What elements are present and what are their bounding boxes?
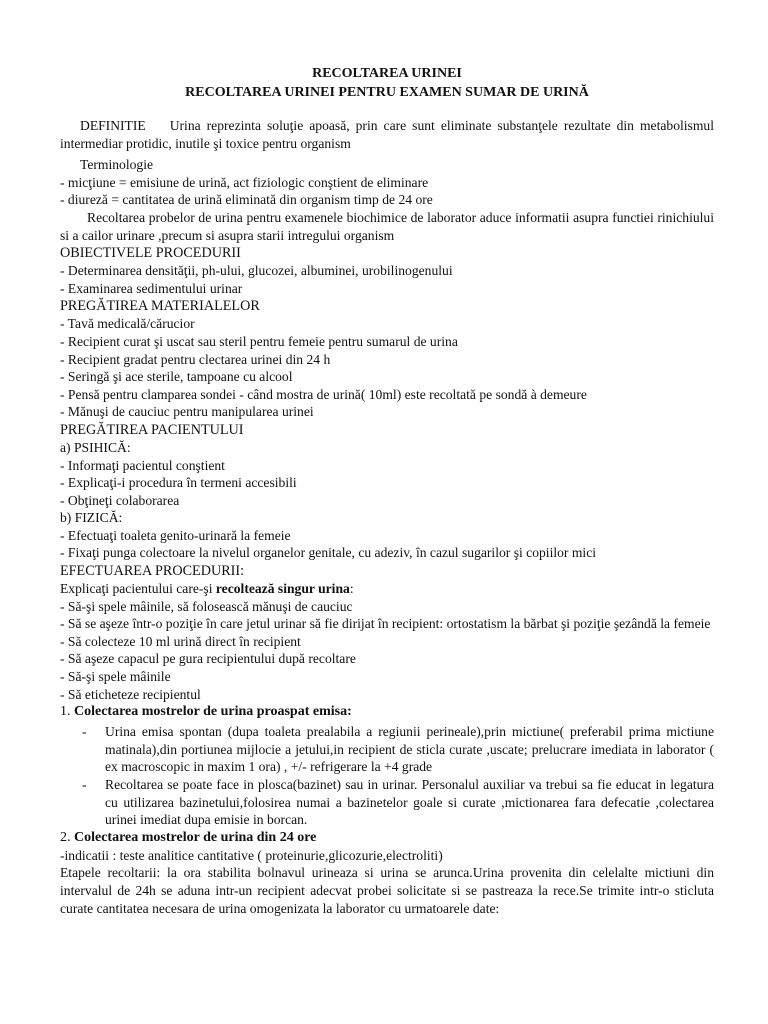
document-title: RECOLTAREA URINEI bbox=[312, 66, 462, 81]
objectives-item: - Determinarea densităţii, ph-ului, glucozei, albuminei, urobilinogenului bbox=[60, 263, 453, 279]
procedure-item: - Să-şi spele mâinile bbox=[60, 669, 171, 685]
psychic-item: - Obţineţi colaborarea bbox=[60, 492, 180, 508]
materials-item: - Recipient curat şi uscat sau steril pentru femeie pentru sumarul de urina bbox=[60, 333, 458, 349]
section-1-number: 1. bbox=[60, 704, 74, 720]
definition-text: Urina reprezinta soluţie apoasă, prin care sunt eliminate substanţele rezultate din metabolismul intermediar protidic, inutile şi toxice pentru organism bbox=[60, 118, 714, 151]
materials-item: - Recipient gradat pentru clectarea urinei din 24 h bbox=[60, 351, 331, 367]
procedure-intro-bold: recoltează singur urina bbox=[215, 581, 350, 597]
procedure-intro-text: Explicaţi pacientului care-şi bbox=[60, 581, 216, 597]
list-item bbox=[60, 776, 714, 829]
procedure-item: - Să eticheteze recipientul bbox=[60, 686, 201, 702]
physical-item: - Efectuaţi toaleta genito-urinară la femeie bbox=[60, 527, 291, 543]
spacer bbox=[60, 102, 714, 117]
list-item-text: Recoltarea se poate face in plosca(bazinet) sau in urinar. Personalul auxiliar va trebui sa fie educat in legatura cu utilizarea bazinetului,folosirea numai a bazinetelor goale si curate ,mictionarea fara defecatie ,colectarea urinei imediat dupa emisie in borcan. bbox=[105, 777, 714, 828]
physical-label: b) FIZICĂ: bbox=[60, 510, 123, 526]
procedure-intro bbox=[60, 580, 714, 598]
psychic-item: - Informaţi pacientul conştient bbox=[60, 457, 225, 473]
definition-paragraph bbox=[60, 117, 714, 152]
terminology-note: Recoltarea probelor de urina pentru examenele biochimice de laborator aduce informatii asupra functiei rinichiului si a cailor urinare ,precum si asupra starii intregului organism bbox=[60, 209, 714, 243]
materials-heading: PREGĂTIREA MATERIALELOR bbox=[60, 298, 260, 315]
terminology-label: Terminologie bbox=[80, 157, 154, 173]
psychic-label: a) PSIHICĂ: bbox=[60, 439, 131, 455]
procedure-item: - Să aşeze capacul pe gura recipientului după recoltare bbox=[60, 651, 356, 667]
procedure-item: - Să se aşeze într-o poziţie în care jetul urinar să fie dirijat în recipient: ortostatism la bărbat şi poziţie şezândă la femeie bbox=[60, 616, 711, 632]
procedure-item: - Să-şi spele mâinile, să folosească mănuşi de cauciuc bbox=[60, 598, 353, 614]
list-item bbox=[60, 723, 714, 776]
materials-item: - Tavă medicală/cărucior bbox=[60, 316, 195, 332]
physical-item: - Fixaţi punga colectoare la nivelul organelor genitale, cu adeziv, în cazul sugarilor şi copiilor mici bbox=[60, 545, 597, 561]
document-subtitle: RECOLTAREA URINEI PENTRU EXAMEN SUMAR DE URINĂ bbox=[185, 85, 589, 100]
dash-marker: - bbox=[82, 777, 87, 792]
section-2-indications: -indicatii : teste analitice cantitative ( proteinurie,glicozurie,electroliti) bbox=[60, 847, 443, 863]
objectives-item: - Examinarea sedimentului urinar bbox=[60, 280, 243, 296]
section-1-title: Colectarea mostrelor de urina proaspat emisa: bbox=[74, 704, 352, 720]
terminology-item: - micţiune = emisiune de urină, act fiziologic conştient de eliminare bbox=[60, 174, 429, 190]
section-2-heading bbox=[60, 829, 714, 847]
materials-item: - Seringă şi ace sterile, tampoane cu alcool bbox=[60, 369, 293, 385]
definition-label: DEFINITIE bbox=[80, 118, 146, 133]
procedure-intro-end: : bbox=[349, 581, 354, 597]
terminology-item: - diureză = cantitatea de urină eliminată din organism timp de 24 ore bbox=[60, 192, 433, 208]
patient-heading: PREGĂTIREA PACIENTULUI bbox=[60, 421, 244, 438]
psychic-item: - Explicaţi-i procedura în termeni accesibili bbox=[60, 475, 297, 491]
materials-item: - Pensă pentru clamparea sondei - când mostra de urină( 10ml) este recoltată pe sondă à demeure bbox=[60, 386, 587, 402]
procedure-heading: EFECTUAREA PROCEDURII: bbox=[60, 563, 245, 580]
objectives-heading: OBIECTIVELE PROCEDURII bbox=[60, 245, 241, 262]
dash-marker: - bbox=[82, 724, 87, 740]
section-2-number: 2. bbox=[60, 829, 74, 845]
section-1-heading bbox=[60, 703, 714, 721]
materials-item: - Mănuşi de cauciuc pentru manipularea urinei bbox=[60, 404, 314, 420]
section-1-list bbox=[60, 723, 714, 829]
section-2-steps: Etapele recoltarii: la ora stabilita bolnavul urineaza si urina se arunca.Urina provenita din celelalte mictiuni din intervalul de 24h se aduna intr-un recipient adecvat probei solicitate si se pastreaza la rece.Se trimite intr-o sticluta curate cantitatea necesara de urina omogenizata la laborator cu urmatoarele date: bbox=[60, 865, 714, 916]
section-2-title: Colectarea mostrelor de urina din 24 ore bbox=[74, 829, 317, 845]
procedure-item: - Să colecteze 10 ml urină direct în recipient bbox=[60, 633, 301, 649]
list-item-text: Urina emisa spontan (dupa toaleta prealabila a regiunii perineale),prin mictiune( preferabil prima mictiune matinala),din portiunea mijlocie a jetului,in recipient de sticla curate ,uscate; prelucrare imediata in laborator ( ex macroscopic in maxim 1 ora) , +/- refrigerare la +4 grade bbox=[105, 724, 714, 775]
